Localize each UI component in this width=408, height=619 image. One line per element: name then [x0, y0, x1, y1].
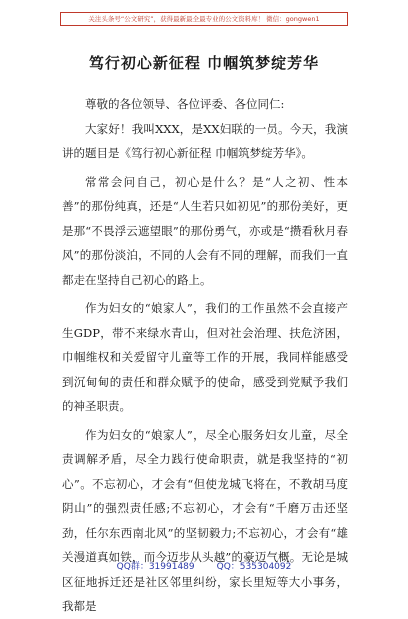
document-title: 笃行初心新征程 巾帼筑梦绽芳华 [88, 54, 320, 72]
top-banner: 关注头条号“公文研究”，获得最新最全最专业的公文资料库！ 微信：gongwen1 [60, 12, 348, 26]
greeting-paragraph: 尊敬的各位领导、各位评委、各位同仁: [85, 97, 285, 111]
paragraph-initial-heart: 常常会问自己，初心是什么？是“人之初、性本善”的那份纯真，还是“人生若只如初见”的那份美好，更是那“不畏浮云遮望眼”的那份勇气，亦或是“攒看秋月春风”的那份淡泊，不同的人会有不同的理解，而我们一直都走在坚持自己初心的路上。 [62, 174, 348, 287]
document-body [62, 92, 348, 619]
footer-qq-group: QQ群：31991489 [116, 562, 195, 572]
footer-contact [0, 559, 408, 572]
intro-paragraph: 大家好！我叫XXX，是XX妇联的一员。今天，我演讲的题目是《笃行初心新征程 巾帼筑梦绽芳华》。 [62, 121, 348, 160]
footer-qq: QQ：535304092 [216, 562, 292, 572]
paragraph-womens-family-role: 作为妇女的“娘家人”，我们的工作虽然不会直接产生GDP，带不来绿水青山，但对社会治理、扶危济困，巾帼维权和关爱留守儿童等工作的开展，我同样能感受到沉甸甸的责任和群众赋予的使命，感受到党赋予我们的神圣职责。 [62, 301, 348, 413]
paragraph-service-commitment: 作为妇女的“娘家人”，尽全心服务妇女儿童，尽全责调解矛盾，尽全力践行使命职责，就是我坚持的“初心”。不忘初心，才会有“但使龙城飞将在，不教胡马度阴山”的强烈责任感;不忘初心，才会有“千磨万击还坚劲，任尔东西南北风”的坚韧毅力;不忘初心，才会有“雄关漫道真如铁，而今迈步从头越”的豪迈气概。无论是城区征地拆迁还是社区邻里纠纷，家长里短等大小事务，我都是 [62, 427, 348, 613]
